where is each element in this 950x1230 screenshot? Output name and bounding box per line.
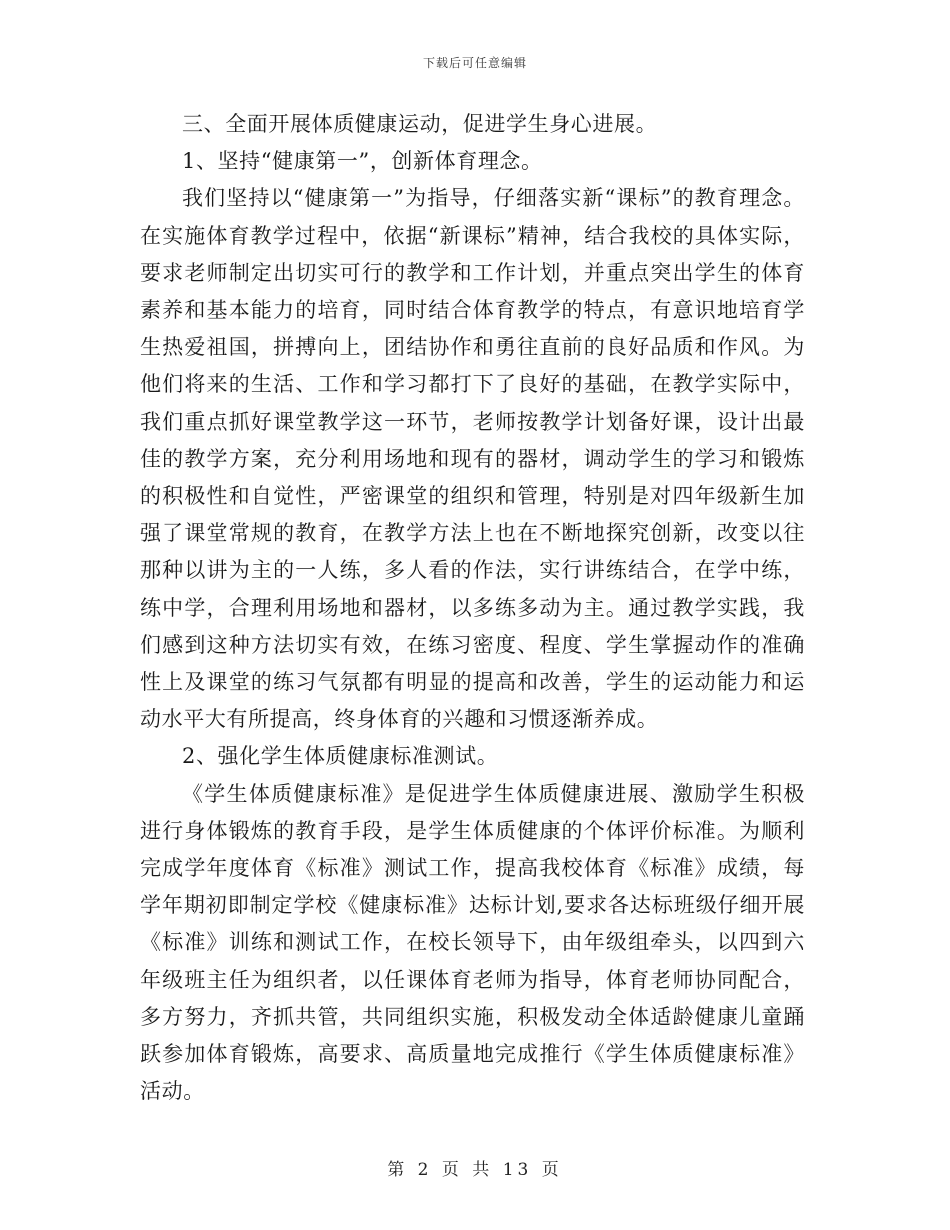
- subsection-heading-1: 1、坚持“健康第一”，创新体育理念。: [182, 149, 543, 174]
- page-number: 第 2 页 共 13 页: [387, 1160, 563, 1180]
- section-heading: 三、全面开展体质健康运动，促进学生身心进展。: [182, 112, 658, 136]
- body-paragraph-1: 我们坚持以“健康第一”为指导，仔细落实新“课标”的教育理念。在实施体育教学过程中，依据“新课标”精神，结合我校的具体实际，要求老师制定出切实可行的教学和工作计划，并重点突出学生的体育素养和基本能力的培育，同时结合体育教学的特点，有意识地培育学生热爱祖国，拼搏向上，团结协作和勇往直前的良好品质和作风。为他们将来的生活、工作和学习都打下了良好的基础，在教学实际中，我们重点抓好课堂教学这一环节，老师按教学计划备好课，设计出最佳的教学方案，充分利用场地和现有的器材，调动学生的学习和锻炼的积极性和自觉性，严密课堂的组织和管理，特别是对四年级新生加强了课堂常规的教育，在教学方法上也在不断地探究创新，改变以往那种以讲为主的一人练，多人看的作法，实行讲练结合，在学中练，练中学，合理利用场地和器材，以多练多动为主。通过教学实践，我们感到这种方法切实有效，在练习密度、程度、学生掌握动作的准确性上及课堂的练习气氛都有明显的提高和改善，学生的运动能力和运动水平大有所提高，终身体育的兴趣和习惯逐渐养成。: [140, 186, 805, 732]
- body-paragraph-2: 《学生体质健康标准》是促进学生体质健康进展、激励学生积极进行身体锻炼的教育手段，是学生体质健康的个体评价标准。为顺利完成学年度体育《标准》测试工作，提高我校体育《标准》成绩，每学年期初即制定学校《健康标准》达标计划,要求各达标班级仔细开展《标准》训练和测试工作，在校长领导下，由年级组牵头，以四到六年级班主任为组织者，以任课体育老师为指导，体育老师协同配合，多方努力，齐抓共管，共同组织实施，积极发动全体适龄健康儿童踊跃参加体育锻炼，高要求、高质量地完成推行《学生体质健康标准》活动。: [140, 781, 805, 1104]
- subsection-heading-2: 2、强化学生体质健康标准测试。: [182, 744, 499, 769]
- document-body: [140, 106, 805, 1110]
- header-note: 下载后可任意编辑: [422, 56, 527, 70]
